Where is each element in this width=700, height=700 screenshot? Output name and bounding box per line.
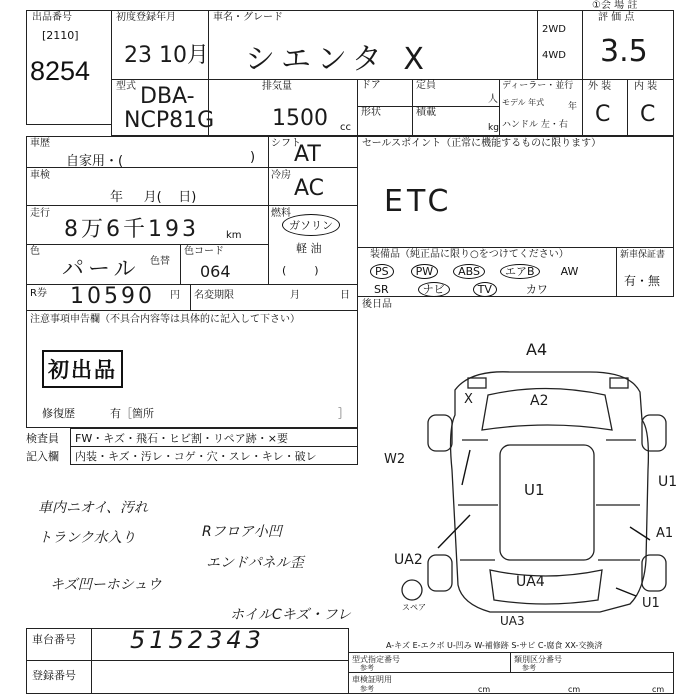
mark-ua4: UA4 <box>516 574 545 590</box>
mark-u1-rear: U1 <box>642 596 660 611</box>
shift-value: AT <box>294 142 321 167</box>
cm-1: cm <box>478 685 491 694</box>
inspector-row2-items: 内装・キズ・汚レ・コゲ・穴・スレ・キレ・破レ <box>75 450 317 463</box>
mileage-unit: km <box>226 230 242 241</box>
shift-label: シフト <box>271 138 301 149</box>
interior-value: C <box>640 102 656 127</box>
year-unit: 年 <box>568 102 578 112</box>
equip-aw: AW <box>560 265 579 278</box>
capacity-unit: 人 <box>488 94 498 105</box>
cert-size-label: 車検証明用 <box>352 675 392 684</box>
equip-navi: ナビ <box>418 282 450 297</box>
displacement-value: 1500 <box>272 106 328 131</box>
mark-a2: A2 <box>530 393 549 409</box>
drive-4wd: 4WD <box>542 50 566 61</box>
cert-divider <box>348 672 674 673</box>
dealer-label: ディーラー・並行 <box>502 81 574 91</box>
color-change-label: 色替 <box>150 256 170 267</box>
equip-leather: カワ <box>525 283 548 296</box>
warranty-value: 有・無 <box>624 274 661 288</box>
equipment-label: 装備品（純正品に限り○をつけてください） <box>370 249 569 260</box>
model-value-1: DBA- <box>140 84 195 109</box>
equip-sr: SR <box>374 283 389 296</box>
mark-a4: A4 <box>526 340 548 359</box>
cert-vdivider <box>510 652 511 672</box>
equip-tv: TV <box>473 282 497 297</box>
drive-2wd: 2WD <box>542 24 566 35</box>
interior-label: 内 装 <box>634 81 658 92</box>
class-number-label: 類別区分番号 <box>514 655 562 664</box>
color-label: 色 <box>30 246 40 257</box>
load-unit: kg <box>488 123 499 133</box>
lot-number: 8254 <box>30 56 91 86</box>
fuel-paren: ( ) <box>282 264 319 277</box>
capacity-label: 定員 <box>416 80 436 91</box>
mark-u1-center: U1 <box>524 481 545 499</box>
mark-ua2: UA2 <box>394 552 423 568</box>
sales-point-label: セールスポイント（正常に機能するものに限ります） <box>362 138 602 149</box>
car-name-value: シエンタ X <box>245 42 430 77</box>
lot-sub: [2110] <box>42 29 79 42</box>
venue-note: ①会 場 註 <box>592 0 638 11</box>
equip-pw: PW <box>411 264 439 279</box>
type-ref-label: 参考 <box>360 664 374 672</box>
displacement-unit: cc <box>340 122 351 133</box>
inspector-row1-label: 検査員 <box>26 432 59 445</box>
hw-note-3: Rフロア小凹 <box>202 524 282 540</box>
score-value: 3.5 <box>600 34 648 69</box>
score-label: 評 価 点 <box>598 12 635 23</box>
history-label: 車歴 <box>30 138 50 149</box>
history-value: 自家用・( <box>66 154 124 169</box>
mileage-value: 8万6千193 <box>64 217 199 242</box>
fuel-diesel: 軽 油 <box>296 242 322 255</box>
lot-label: 出品番号 <box>32 12 72 23</box>
first-listing-stamp: 初出品 <box>42 350 123 388</box>
cert-ref-label: 参考 <box>360 685 374 693</box>
warranty-label: 新車保証書 <box>620 250 666 260</box>
first-reg-label: 初度登録年月 <box>116 12 176 23</box>
model-year-label: モデル 年式 <box>502 98 545 107</box>
car-name-label: 車名・グレード <box>213 12 283 23</box>
registration-value-box <box>91 660 349 694</box>
type-designation-label: 型式指定番号 <box>352 655 400 664</box>
first-reg-value: 23 10月 <box>124 43 209 68</box>
history-close: ) <box>250 150 256 165</box>
recycle-unit: 円 <box>170 290 180 301</box>
hw-note-1: 車内ニオイ、汚れ <box>38 500 149 516</box>
diagram-legend: A-キズ E-エクボ U-凹み W-補修跡 S-サビ C-腐食 XX-交換済 <box>386 641 603 650</box>
deadline-label: 名変期限 <box>194 290 234 301</box>
displacement-label: 排気量 <box>262 81 292 92</box>
fuel-label: 燃料 <box>271 208 291 219</box>
exterior-label: 外 装 <box>588 81 612 92</box>
hw-note-5: キズ凹ーホシュウ <box>50 577 162 593</box>
recycle-label: R券 <box>30 288 47 299</box>
shape-label: 形状 <box>361 107 381 118</box>
cm-3: cm <box>652 685 665 694</box>
equip-abs: ABS <box>453 264 485 279</box>
repair-value: 有［箇所 <box>110 407 154 420</box>
registration-label: 登録番号 <box>32 669 76 682</box>
spare-label: スペア <box>402 603 426 612</box>
mark-u1-right: U1 <box>658 474 678 490</box>
exterior-value: C <box>595 102 611 127</box>
hw-note-6: ホイルCキズ・フレ <box>230 607 351 623</box>
inspector-row1-items: FW・キズ・飛石・ヒビ割・リペア跡・×要 <box>75 432 288 445</box>
cm-2: cm <box>568 685 581 694</box>
recycle-value: 10590 <box>70 284 155 309</box>
color-code-label: 色コード <box>184 246 224 257</box>
color-value: パール <box>62 257 140 282</box>
chassis-label: 車台番号 <box>32 633 76 646</box>
load-label: 積載 <box>416 107 436 118</box>
model-label: 型式 <box>116 81 136 92</box>
repair-label: 修復歴 <box>42 407 75 420</box>
class-ref-label: 参考 <box>522 664 536 672</box>
notes-label: 注意事項申告欄（不具合内容等は具体的に記入して下さい） <box>30 314 300 325</box>
hw-note-4: エンドパネル歪 <box>206 555 304 571</box>
sales-point-value: ETC <box>384 184 453 219</box>
chassis-value: 5152343 <box>130 626 265 654</box>
after-day-label: 後日品 <box>362 299 392 310</box>
inspection-label: 車検 <box>30 170 50 181</box>
hw-note-2: トランク水入り <box>38 530 136 546</box>
fuel-gasoline: ガソリン <box>282 214 340 236</box>
repair-close: ］ <box>338 407 349 420</box>
deadline-month: 月 <box>290 290 300 301</box>
color-code-value: 064 <box>200 262 231 281</box>
mileage-label: 走行 <box>30 208 50 219</box>
mark-a1: A1 <box>656 526 674 541</box>
model-value-2: NCP81G <box>124 108 215 133</box>
ac-value: AC <box>294 176 325 201</box>
inspector-row2-label: 記入欄 <box>26 450 59 463</box>
mark-ua3: UA3 <box>500 614 525 628</box>
door-label: ドア <box>361 80 381 91</box>
deadline-day: 日 <box>340 290 350 301</box>
mark-w2: W2 <box>384 452 406 467</box>
inspection-value: 年 月( 日) <box>110 190 197 205</box>
handle-label: ハンドル 左・右 <box>502 120 568 130</box>
equip-ps: PS <box>370 264 394 279</box>
ac-label: 冷房 <box>271 170 291 181</box>
equip-airbag: エアB <box>500 264 540 279</box>
mark-x: X <box>464 392 473 407</box>
